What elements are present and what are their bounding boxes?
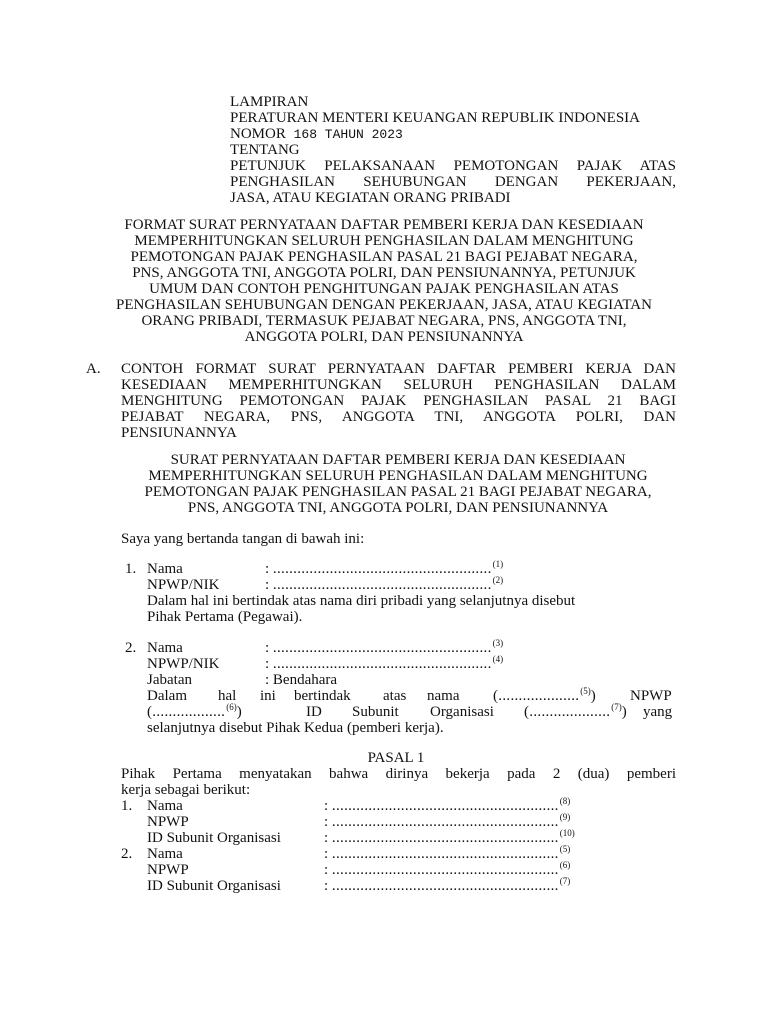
ref-6: (6) (226, 702, 237, 712)
employer-2-npwp-field: : ........................................................$^{(6)}$ (324, 860, 571, 878)
employer-2-nama-field: : ........................................................$^{(5)}$ (324, 844, 571, 862)
party-2-npwp-field: : ......................................................$^{(4)}$ (265, 654, 504, 672)
party-2-desc-placeholder-7: (....................$^{(7)}$) (524, 702, 627, 720)
letter-title-line-4: PNS, ANGGOTA TNI, ANGGOTA POLRI, DAN PENSIUNANNYA (187, 500, 609, 516)
ref-9: (9) (559, 812, 571, 822)
regulation-title-line-2: PENGHASILAN SEHUBUNGAN DENGAN PEKERJAAN, (230, 174, 676, 190)
lampiran-label: LAMPIRAN (230, 94, 309, 110)
party-2-nama-label: Nama (147, 640, 183, 656)
party-2-desc-yang: yang (643, 704, 673, 720)
party-2-desc-bertindak: bertindak (294, 688, 351, 704)
ref-1: (1) (492, 559, 504, 569)
party-2-desc-line-3: selanjutnya disebut Pihak Kedua (pemberi kerja). (147, 720, 444, 736)
party-2-nama-field: : ......................................................$^{(3)}$ (265, 638, 504, 656)
main-title-line-2: MEMPERHITUNGKAN SELURUH PENGHASILAN DALAM MENGHITUNG (134, 233, 634, 249)
party-2-desc-hal: hal (218, 688, 237, 704)
employer-2-number: 2. (121, 846, 133, 862)
main-title-line-8: ANGGOTA POLRI, DAN PENSIUNANNYA (244, 329, 524, 345)
party-2-desc-dalam: Dalam (147, 688, 187, 704)
employer-2-npwp-label: NPWP (147, 862, 189, 878)
section-a-line-1: CONTOH FORMAT SURAT PERNYATAAN DAFTAR PEMBERI KERJA DAN (121, 361, 676, 377)
party-2-jabatan-label: Jabatan (147, 672, 192, 688)
employer-1-nama-field: : ........................................................$^{(8)}$ (324, 796, 571, 814)
ref-5: (5) (580, 686, 591, 696)
employer-2-nama-label: Nama (147, 846, 183, 862)
regulation-title-line-1: PETUNJUK PELAKSANAAN PEMOTONGAN PAJAK ATAS (230, 158, 676, 174)
party-2-desc-placeholder-6: (..................$^{(6)}$) (147, 702, 242, 720)
party-1-npwp-label: NPWP/NIK (147, 577, 220, 593)
section-a-line-4: PEJABAT NEGARA, PNS, ANGGOTA TNI, ANGGOTA POLRI, DAN (121, 409, 676, 425)
section-a-line-2: KESEDIAAN MEMPERHITUNGKAN SELURUH PENGHASILAN DALAM (121, 377, 676, 393)
pasal-1-line-1: Pihak Pertama menyatakan bahwa dirinya bekerja pada 2 (dua) pemberi (121, 766, 676, 782)
party-1-nama-dots: ...................................................... (272, 561, 492, 577)
party-1-number: 1. (125, 561, 137, 577)
pasal-1-heading: PASAL 1 (367, 750, 425, 766)
ref-7: (7) (611, 702, 622, 712)
party-1-desc-line-2: Pihak Pertama (Pegawai). (147, 609, 303, 625)
section-a-label: A. (86, 361, 101, 377)
regulation-title-line-3: JASA, ATAU KEGIATAN ORANG PRIBADI (230, 190, 511, 206)
party-2-jabatan-value: : Bendahara (265, 672, 338, 688)
section-a-line-5: PENSIUNANNYA (121, 425, 237, 441)
letter-title-line-1: SURAT PERNYATAAN DAFTAR PEMBERI KERJA DAN KESEDIAAN (170, 452, 626, 468)
party-1-nama-label: Nama (147, 561, 183, 577)
main-title-line-6: PENGHASILAN SEHUBUNGAN DENGAN PEKERJAAN, JASA, ATAU KEGIATAN (116, 297, 652, 313)
party-2-desc-id: ID (306, 704, 322, 720)
party-2-desc-ini: ini (260, 688, 276, 704)
party-2-desc-placeholder-5: (....................$^{(5)}$) (493, 686, 596, 704)
main-title-line-5: UMUM DAN CONTOH PENGHITUNGAN PAJAK PENGHASILAN ATAS (149, 281, 619, 297)
party-2-desc-nama: nama (427, 688, 460, 704)
main-title-line-4: PNS, ANGGOTA TNI, ANGGOTA POLRI, DAN PENSIUNANNYA, PETUNJUK (132, 265, 636, 281)
party-2-number: 2. (125, 640, 137, 656)
party-2-npwp-dots: ...................................................... (272, 656, 492, 672)
party-1-nama-field: : ......................................................$^{(1)}$ (265, 559, 504, 577)
regulation-name: PERATURAN MENTERI KEUANGAN REPUBLIK INDONESIA (230, 110, 640, 126)
employer-1-nama-label: Nama (147, 798, 183, 814)
employer-2-id-field: : ........................................................$^{(7)}$ (324, 876, 571, 894)
party-2-desc-subunit: Subunit (352, 704, 399, 720)
section-a-line-3: MENGHITUNG PEMOTONGAN PAJAK PENGHASILAN PASAL 21 BAGI (121, 393, 676, 409)
party-1-npwp-dots: ...................................................... (272, 577, 492, 593)
employer-1-number: 1. (121, 798, 133, 814)
employer-1-id-label: ID Subunit Organisasi (147, 830, 281, 846)
employer-1-id-field: : ........................................................$^{(10)}$ (324, 828, 575, 846)
employer-2-id-label: ID Subunit Organisasi (147, 878, 281, 894)
employer-1-npwp-label: NPWP (147, 814, 189, 830)
party-2-npwp-label: NPWP/NIK (147, 656, 220, 672)
ref-4: (4) (492, 654, 504, 664)
ref-5-b: (5) (559, 844, 571, 854)
employer-1-npwp-field: : ........................................................$^{(9)}$ (324, 812, 571, 830)
party-2-desc-npwp: NPWP (630, 688, 672, 704)
party-1-desc-line-1: Dalam hal ini bertindak atas nama diri pribadi yang selanjutnya disebut (147, 593, 576, 609)
pasal-1-line-2: kerja sebagai berikut: (121, 782, 251, 798)
letter-title-line-2: MEMPERHITUNGKAN SELURUH PENGHASILAN DALAM MENGHITUNG (148, 468, 648, 484)
party-2-nama-dots: ...................................................... (272, 640, 492, 656)
intro-text: Saya yang bertanda tangan di bawah ini: (121, 531, 365, 547)
ref-6-b: (6) (559, 860, 571, 870)
letter-title-line-3: PEMOTONGAN PAJAK PENGHASILAN PASAL 21 BAGI PEJABAT NEGARA, (144, 484, 652, 500)
ref-10: (10) (559, 828, 575, 838)
ref-8: (8) (559, 796, 571, 806)
nomor-value: 168 TAHUN 2023 (293, 127, 403, 142)
party-1-npwp-field: : ......................................................$^{(2)}$ (265, 575, 504, 593)
main-title-line-3: PEMOTONGAN PAJAK PENGHASILAN PASAL 21 BAGI PEJABAT NEGARA, (130, 249, 638, 265)
ref-2: (2) (492, 575, 504, 585)
regulation-number (230, 126, 403, 143)
party-2-desc-organisasi: Organisasi (430, 704, 494, 720)
party-2-desc-atas: atas (383, 688, 407, 704)
main-title-line-7: ORANG PRIBADI, TERMASUK PEJABAT NEGARA, PNS, ANGGOTA TNI, (141, 313, 627, 329)
tentang-label: TENTANG (230, 142, 300, 158)
ref-7-b: (7) (559, 876, 571, 886)
ref-3: (3) (492, 638, 504, 648)
main-title-line-1: FORMAT SURAT PERNYATAAN DAFTAR PEMBERI KERJA DAN KESEDIAAN (124, 217, 644, 233)
nomor-label: NOMOR (230, 126, 286, 142)
